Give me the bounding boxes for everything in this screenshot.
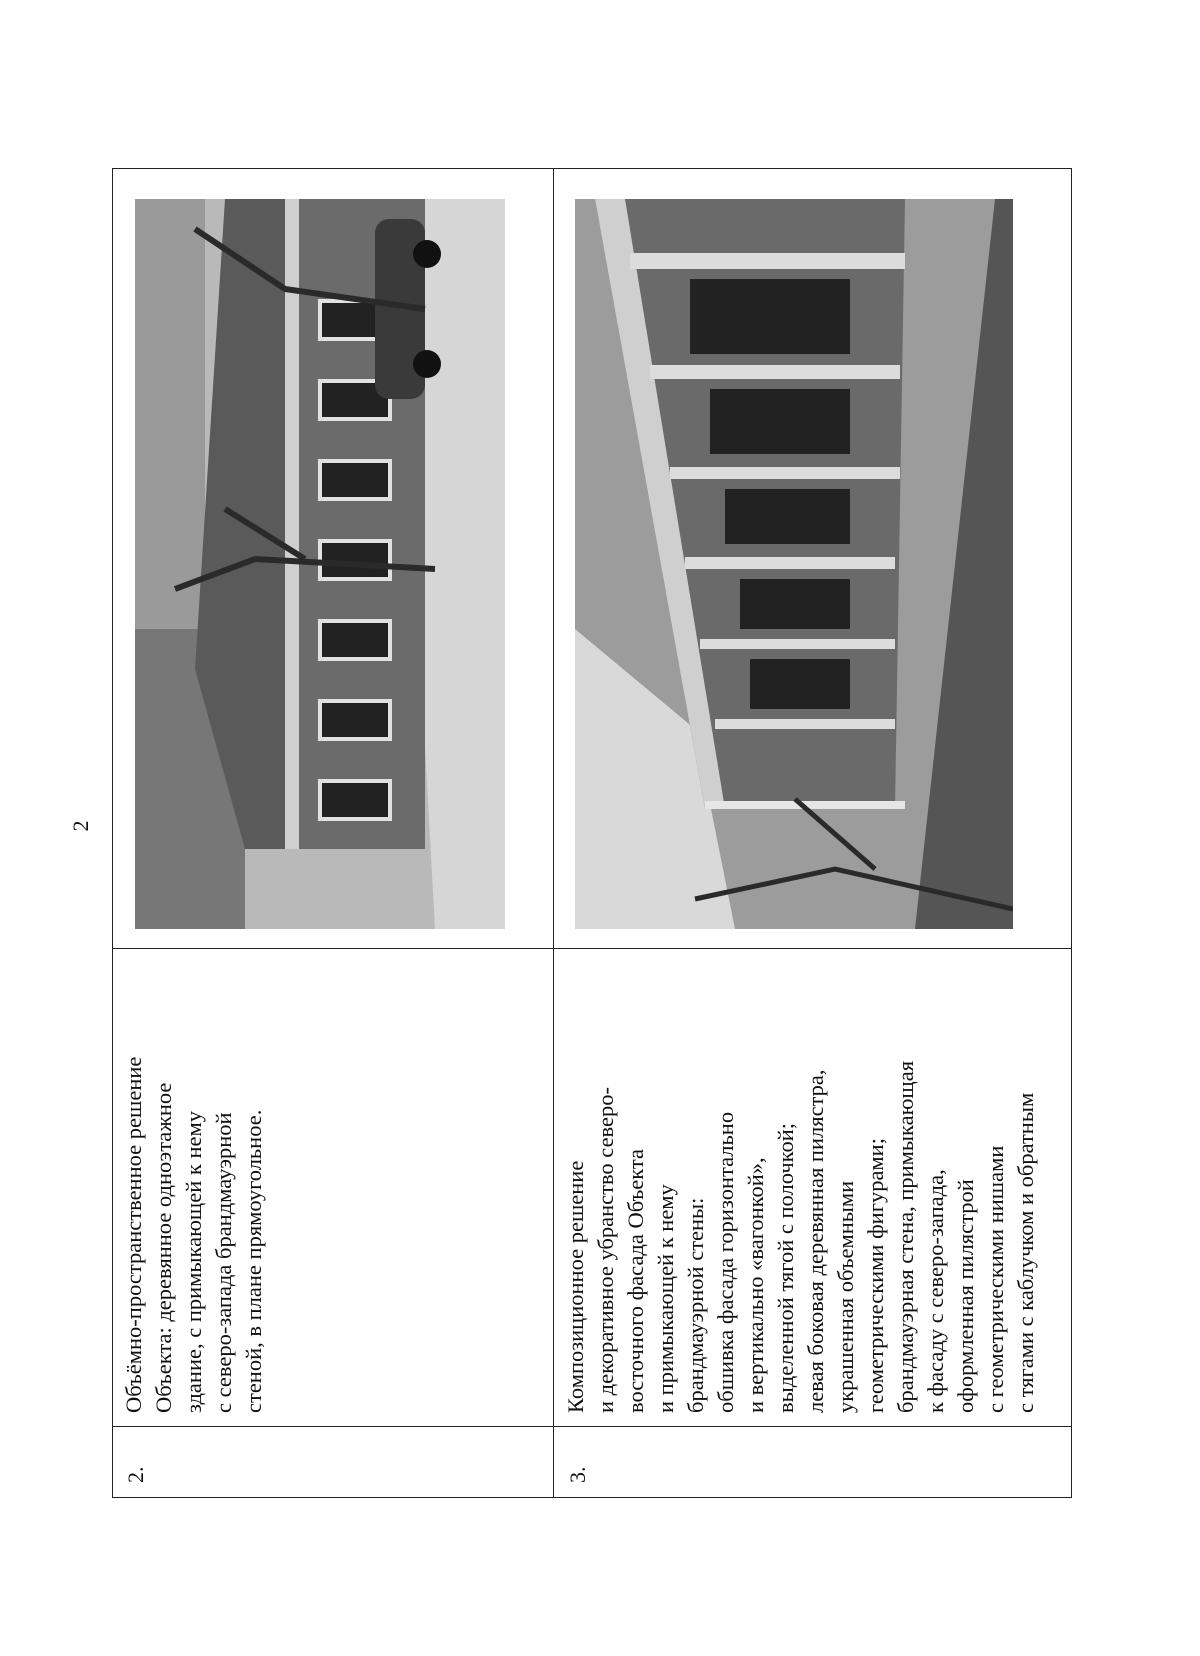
text-line: геометрическими фигурами; <box>863 1138 888 1413</box>
text-line: и вертикально «вагонкой», <box>743 1157 768 1413</box>
text-line: восточного фасада Объекта <box>623 1149 648 1413</box>
text-line: брандмауэрная стена, примыкающая <box>893 1060 918 1413</box>
text-line: с северо-запада брандмауэрной <box>211 1112 236 1413</box>
text-line: и декоративное убранство северо- <box>593 1086 618 1413</box>
photo-illustration <box>135 199 505 929</box>
text-line: Объёмно-пространственное решение <box>121 1056 146 1413</box>
row-divider <box>553 169 554 1497</box>
text-line: оформленная пилястрой <box>953 1179 978 1413</box>
row-number: 3. <box>565 1466 590 1483</box>
text-line: Композиционное решение <box>563 1160 588 1413</box>
row-number: 2. <box>123 1466 148 1483</box>
text-line: Объекта: деревянное одноэтажное <box>151 1082 176 1413</box>
building-facade-photo <box>135 199 505 929</box>
text-line: с геометрическими нишами <box>983 1145 1008 1413</box>
row-description <box>119 961 269 1413</box>
text-line: стеной, в плане прямоугольное. <box>241 1109 266 1413</box>
text-line: выделенной тягой с полочкой; <box>773 1122 798 1413</box>
row-description <box>561 961 1041 1413</box>
text-line: и примыкающей к нему <box>653 1184 678 1413</box>
text-line: к фасаду с северо-запада, <box>923 1169 948 1413</box>
page-number: 2 <box>68 820 93 832</box>
text-line: здание, с примыкающей к нему <box>181 1111 206 1413</box>
column-divider <box>113 948 1071 949</box>
text-line: брандмауэрной стены: <box>683 1197 708 1413</box>
photo-illustration <box>575 199 1013 929</box>
column-divider <box>113 1426 1071 1427</box>
description-table <box>112 168 1072 1498</box>
text-line: с тягами с каблучком и обратным <box>1013 1092 1038 1413</box>
text-line: левая боковая деревянная пилястра, <box>803 1069 828 1413</box>
text-line: обшивка фасада горизонтально <box>713 1111 738 1413</box>
text-line: украшенная объемными <box>833 1180 858 1413</box>
facade-detail-photo <box>575 199 1013 929</box>
